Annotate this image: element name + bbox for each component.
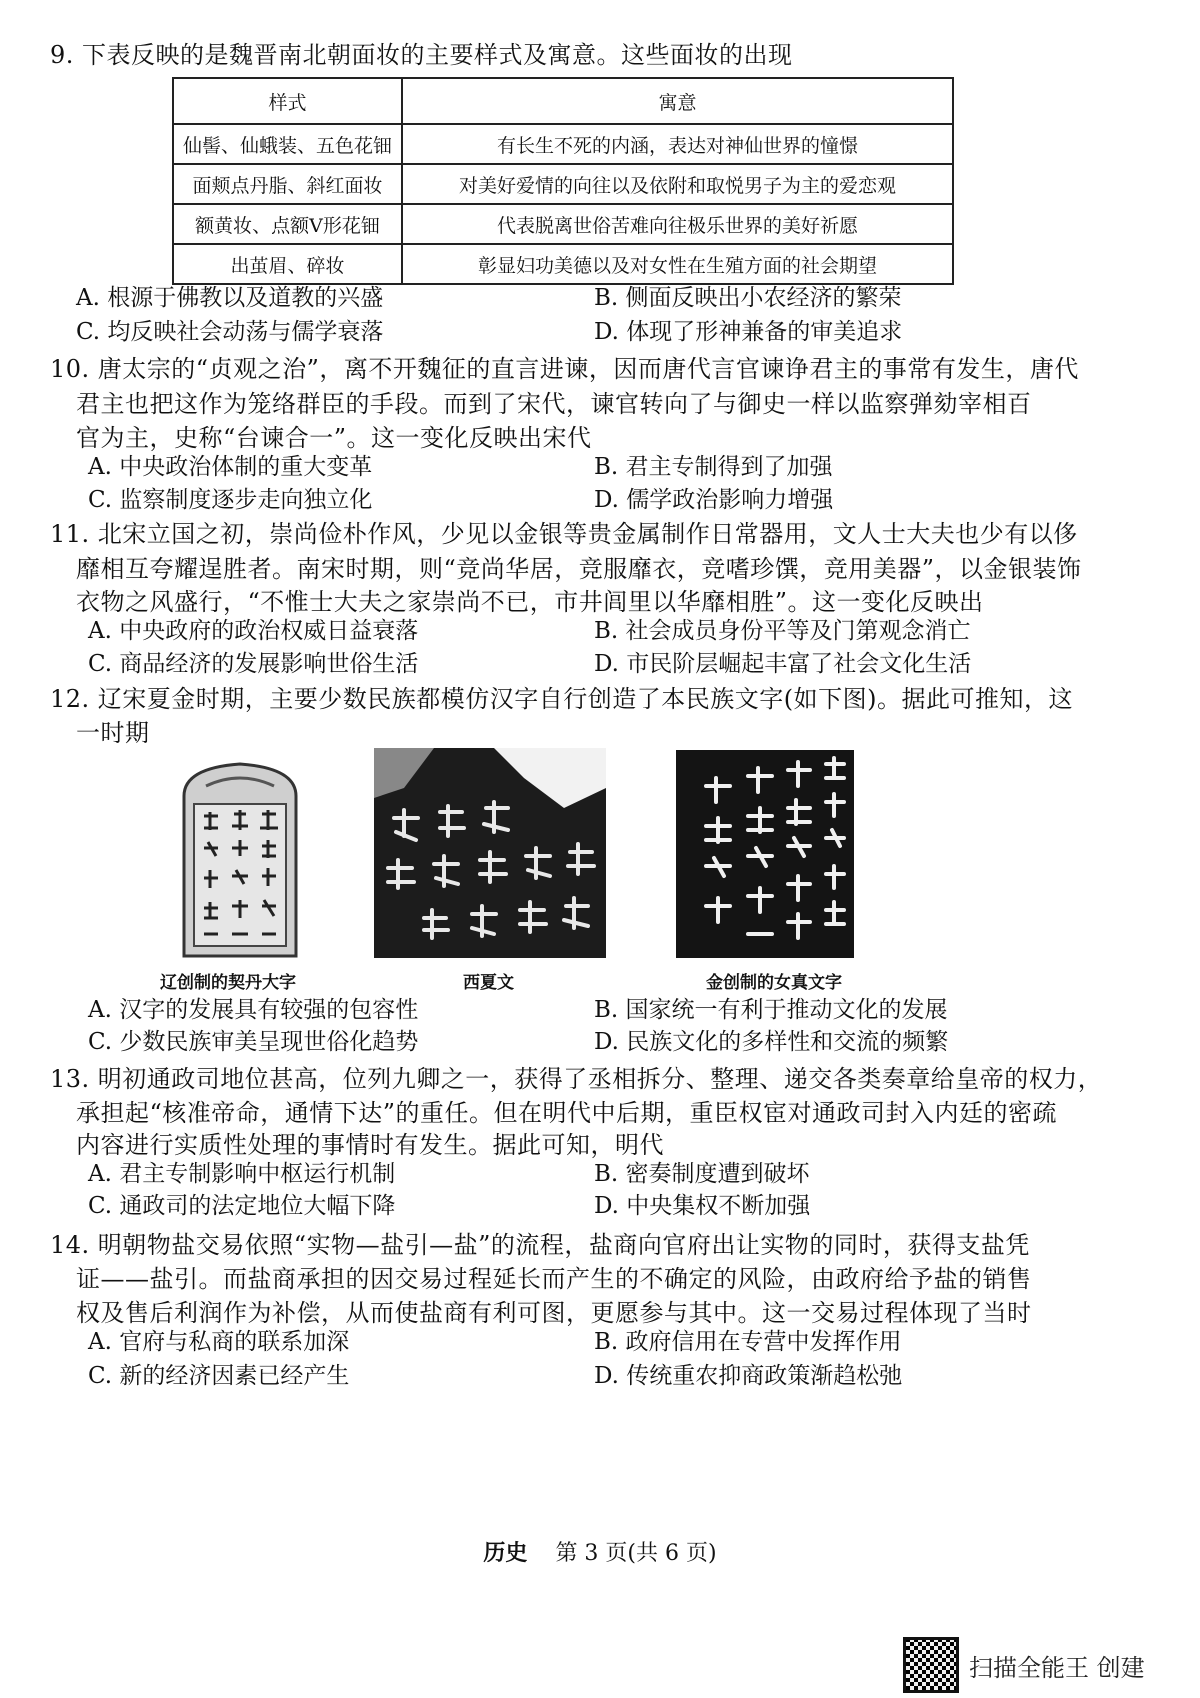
q10-option-d: D. 儒学政治影响力增强 bbox=[594, 487, 834, 513]
q14-option-c: C. 新的经济因素已经产生 bbox=[88, 1363, 350, 1389]
table-cell: 仙髻、仙蛾装、五色花钿 bbox=[173, 124, 402, 164]
table-cell: 有长生不死的内涵，表达对神仙世界的憧憬 bbox=[402, 124, 953, 164]
table-cell: 额黄妆、点额V形花钿 bbox=[173, 204, 402, 244]
q11-line: 衣物之风盛行，“不惟士大夫之家崇尚不已，市井闾里以华靡相胜”。这一变化反映出 bbox=[76, 588, 984, 616]
q12-line: 12. 辽宋夏金时期，主要少数民族都模仿汉字自行创造了本民族文字(如下图)。据此可推知，这 bbox=[50, 685, 1074, 713]
table-row bbox=[173, 204, 953, 244]
q14-line: 证——盐引。而盐商承担的因交易过程延长而产生的不确定的风险，由政府给予盐的销售 bbox=[76, 1265, 1032, 1293]
q14-option-b: B. 政府信用在专营中发挥作用 bbox=[594, 1329, 902, 1355]
khitan-caption: 辽创制的契丹大字 bbox=[160, 973, 296, 993]
q11-option-d: D. 市民阶层崛起丰富了社会文化生活 bbox=[594, 651, 972, 677]
q11-option-a: A. 中央政府的政治权威日益衰落 bbox=[88, 618, 419, 644]
khitan-stele-image bbox=[170, 756, 310, 964]
q11-option-c: C. 商品经济的发展影响世俗生活 bbox=[88, 651, 419, 677]
footer-page-number: 第 3 页(共 6 页) bbox=[555, 1541, 717, 1566]
q13-line: 内容进行实质性处理的事情时有发生。据此可知，明代 bbox=[76, 1131, 664, 1159]
q9-table bbox=[172, 77, 954, 285]
q10-option-a: A. 中央政治体制的重大变革 bbox=[88, 454, 373, 480]
q13-line: 13. 明初通政司地位甚高，位列九卿之一，获得了丞相拆分、整理、递交各类奏章给皇帝的权力， bbox=[50, 1065, 1103, 1093]
q12-option-c: C. 少数民族审美呈现世俗化趋势 bbox=[88, 1029, 419, 1055]
q12-option-d: D. 民族文化的多样性和交流的频繁 bbox=[594, 1029, 949, 1055]
table-cell: 代表脱离世俗苦难向往极乐世界的美好祈愿 bbox=[402, 204, 953, 244]
table-cell: 彰显妇功美德以及对女性在生殖方面的社会期望 bbox=[402, 244, 953, 284]
table-header-row bbox=[173, 78, 953, 124]
scanner-label: 扫描全能王 创建 bbox=[969, 1653, 1145, 1682]
table-header: 样式 bbox=[173, 78, 402, 124]
q12-option-b: B. 国家统一有利于推动文化的发展 bbox=[594, 997, 948, 1023]
qr-code-icon bbox=[903, 1637, 959, 1693]
table-cell: 面颊点丹脂、斜红面妆 bbox=[173, 164, 402, 204]
xixia-rubbing-image bbox=[374, 748, 606, 958]
table-header: 寓意 bbox=[402, 78, 953, 124]
q14-line: 权及售后利润作为补偿，从而使盐商有利可图，更愿参与其中。这一交易过程体现了当时 bbox=[76, 1299, 1032, 1327]
footer-subject: 历史 bbox=[483, 1541, 528, 1566]
q13-option-c: C. 通政司的法定地位大幅下降 bbox=[88, 1193, 396, 1219]
scanner-watermark bbox=[903, 1637, 1145, 1693]
q9-option-b: B. 侧面反映出小农经济的繁荣 bbox=[594, 285, 902, 311]
table-row bbox=[173, 164, 953, 204]
page-footer bbox=[0, 1536, 1200, 1567]
jurchen-script-image bbox=[676, 750, 854, 958]
q10-option-b: B. 君主专制得到了加强 bbox=[594, 454, 833, 480]
q13-option-a: A. 君主专制影响中枢运行机制 bbox=[88, 1161, 396, 1187]
q14-option-d: D. 传统重农抑商政策渐趋松弛 bbox=[594, 1363, 903, 1389]
q10-line: 10. 唐太宗的“贞观之治”，离不开魏征的直言进谏，因而唐代言官谏诤君主的事常有发生，唐代 bbox=[50, 355, 1079, 383]
q13-option-d: D. 中央集权不断加强 bbox=[594, 1193, 811, 1219]
q12-option-a: A. 汉字的发展具有较强的包容性 bbox=[88, 997, 419, 1023]
q11-line: 11. 北宋立国之初，崇尚俭朴作风，少见以金银等贵金属制作日常器用，文人士大夫也少有以侈 bbox=[50, 520, 1078, 548]
q14-line: 14. 明朝物盐交易依照“实物—盐引—盐”的流程，盐商向官府出让实物的同时，获得支盐凭 bbox=[50, 1231, 1030, 1259]
q14-option-a: A. 官府与私商的联系加深 bbox=[88, 1329, 350, 1355]
q12-line: 一时期 bbox=[76, 719, 150, 747]
q9-stem: 9. 下表反映的是魏晋南北朝面妆的主要样式及寓意。这些面妆的出现 bbox=[50, 41, 793, 69]
table-row bbox=[173, 244, 953, 284]
q10-line: 官为主，史称“台谏合一”。这一变化反映出宋代 bbox=[76, 424, 592, 452]
table-cell: 出茧眉、碎妆 bbox=[173, 244, 402, 284]
q9-option-d: D. 体现了形神兼备的审美追求 bbox=[594, 319, 903, 345]
q13-option-b: B. 密奏制度遭到破坏 bbox=[594, 1161, 810, 1187]
q10-option-c: C. 监察制度逐步走向独立化 bbox=[88, 487, 373, 513]
q10-line: 君主也把这作为笼络群臣的手段。而到了宋代，谏官转向了与御史一样以监察弹劾宰相百 bbox=[76, 390, 1032, 418]
xixia-caption: 西夏文 bbox=[463, 973, 514, 993]
q11-line: 靡相互夸耀逞胜者。南宋时期，则“竞尚华居，竞服靡衣，竞嗜珍馔，竞用美器”，以金银装饰 bbox=[76, 555, 1082, 583]
table-row bbox=[173, 124, 953, 164]
q11-option-b: B. 社会成员身份平等及门第观念消亡 bbox=[594, 618, 971, 644]
q9-option-c: C. 均反映社会动荡与儒学衰落 bbox=[76, 319, 384, 345]
q9-option-a: A. 根源于佛教以及道教的兴盛 bbox=[76, 285, 384, 311]
jurchen-caption: 金创制的女真文字 bbox=[706, 973, 842, 993]
q13-line: 承担起“核准帝命，通情下达”的重任。但在明代中后期，重臣权宦对通政司封入内廷的密疏 bbox=[76, 1099, 1058, 1127]
table-cell: 对美好爱情的向往以及依附和取悦男子为主的爱恋观 bbox=[402, 164, 953, 204]
